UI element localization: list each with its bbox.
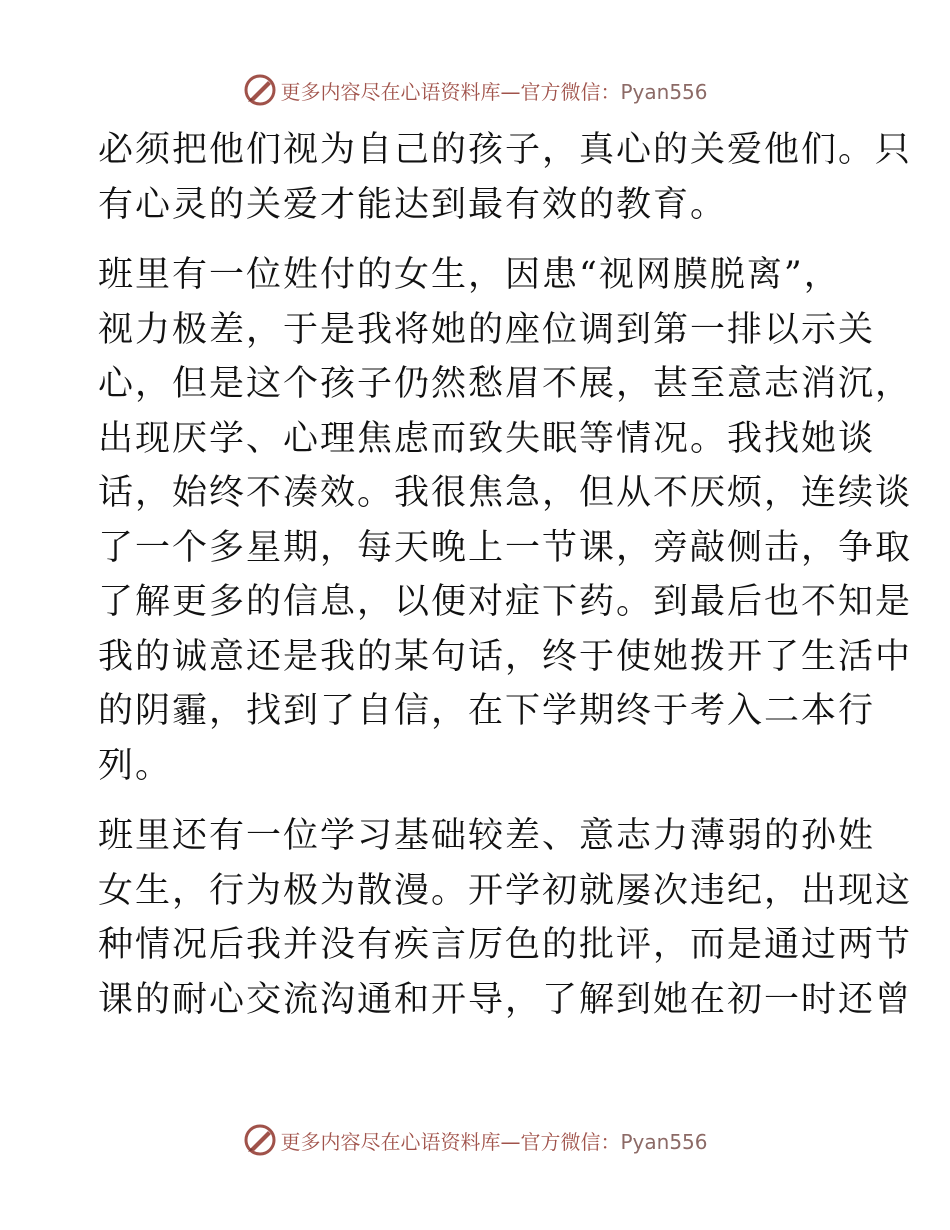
text-line: 话，始终不凑效。我很焦急，但从不厌烦，连续谈 — [98, 473, 913, 513]
paragraph-3 — [98, 809, 913, 1027]
banner-wechat-id: Pyan556 — [620, 79, 708, 104]
text-line: 的阴霾，找到了自信，在下学期终于考入二本行 — [98, 691, 876, 731]
text-line: 种情况后我并没有疾言厉色的批评，而是通过两节 — [98, 925, 913, 965]
text-line: 了一个多星期，每天晚上一节课，旁敲侧击，争取 — [98, 527, 913, 568]
text-line: 课的耐心交流沟通和开导，了解到她在初一时还曾 — [98, 979, 913, 1020]
footer-banner — [0, 1120, 950, 1160]
text-line: 出现厌学、心理焦虑而致失眠等情况。我找她谈 — [98, 418, 876, 459]
text-line: 了解更多的信息，以便对症下药。到最后也不知是 — [98, 582, 913, 622]
text-line: 班里有一位姓付的女生，因患“视网膜脱离”， — [98, 255, 841, 295]
header-banner — [0, 70, 950, 110]
text-line: 心，但是这个孩子仍然愁眉不展，甚至意志消沉， — [98, 364, 913, 404]
text-line: 列。 — [98, 745, 173, 786]
banner-main-text: 更多内容尽在心语资料库—官方微信： — [280, 79, 621, 104]
quill-pen-circle-icon — [242, 1122, 278, 1158]
paragraph-2 — [98, 248, 913, 793]
quill-pen-circle-icon — [242, 72, 278, 108]
text-line: 我的诚意还是我的某句话，终于使她拨开了生活中 — [98, 636, 913, 677]
document-body — [98, 123, 913, 1027]
banner-text — [280, 76, 707, 105]
text-line: 必须把他们视为自己的孩子，真心的关爱他们。只 — [98, 130, 913, 170]
banner-text — [280, 1126, 707, 1155]
text-line: 班里还有一位学习基础较差、意志力薄弱的孙姓 — [98, 816, 876, 856]
paragraph-1 — [98, 123, 913, 232]
text-line: 视力极差，于是我将她的座位调到第一排以示关 — [98, 309, 876, 350]
text-line: 女生，行为极为散漫。开学初就屡次违纪，出现这 — [98, 870, 913, 911]
banner-main-text: 更多内容尽在心语资料库—官方微信： — [280, 1129, 621, 1154]
banner-wechat-id: Pyan556 — [620, 1129, 708, 1154]
text-line: 有心灵的关爱才能达到最有效的教育。 — [98, 184, 728, 225]
